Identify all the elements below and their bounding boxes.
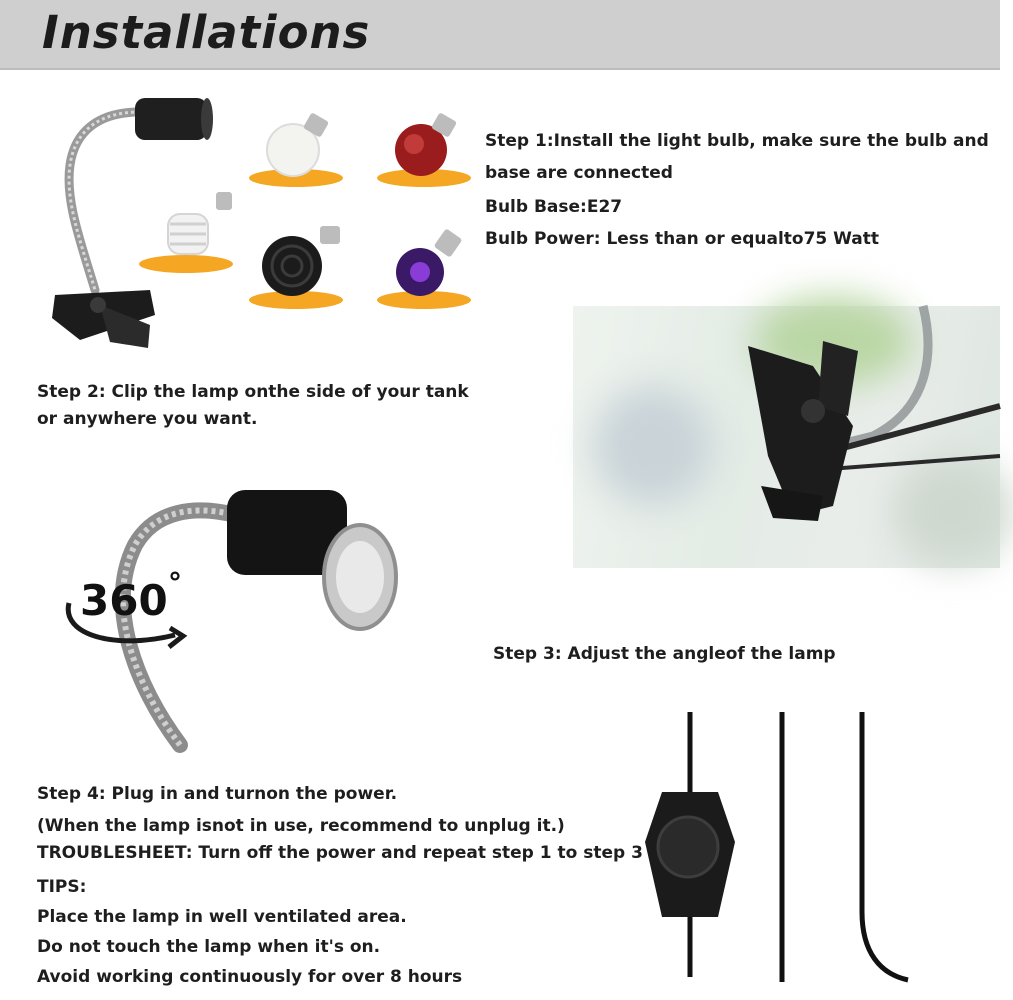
tips-heading: TIPS: [37, 877, 87, 897]
step1-line2: base are connected [485, 163, 673, 183]
tip-item: Do not touch the lamp when it's on. [37, 937, 381, 957]
rotation-degree-symbol: ° [168, 566, 182, 599]
tip-item: Avoid working continuously for over 8 hours [37, 967, 463, 987]
step1-line1: Step 1:Install the light bulb, make sure the bulb and [485, 131, 989, 151]
spiral-cfl-bulb-image [138, 188, 238, 278]
header-bar [0, 0, 1000, 70]
power-switch-cable-image [640, 712, 940, 997]
ceramic-heat-emitter-image [248, 220, 348, 310]
step4-line2: (When the lamp isnot in use, recommend to unplug it.) [37, 816, 565, 836]
bulb-base-spec: Bulb Base:E27 [485, 197, 623, 217]
rotation-label: 360 [80, 576, 168, 625]
page-title: Installations [42, 6, 371, 59]
red-heat-bulb-image [376, 108, 476, 188]
troubleshoot-line: TROUBLESHEET: Turn off the power and repeat step 1 to step 3 [37, 843, 643, 863]
step3-text: Step 3: Adjust the angleof the lamp [493, 644, 836, 664]
uv-blacklight-bulb-image [376, 220, 476, 310]
step4-line1: Step 4: Plug in and turnon the power. [37, 784, 398, 804]
step2-line1: Step 2: Clip the lamp onthe side of your tank [37, 382, 469, 402]
troubleshoot-line-wrapper [37, 843, 643, 869]
tip-item: Place the lamp in well ventilated area. [37, 907, 407, 927]
flood-bulb-image [248, 108, 348, 188]
bulb-power-spec: Bulb Power: Less than or equalto75 Watt [485, 229, 880, 249]
tank-clip-photo [573, 306, 1000, 568]
step2-line2: or anywhere you want. [37, 409, 258, 429]
